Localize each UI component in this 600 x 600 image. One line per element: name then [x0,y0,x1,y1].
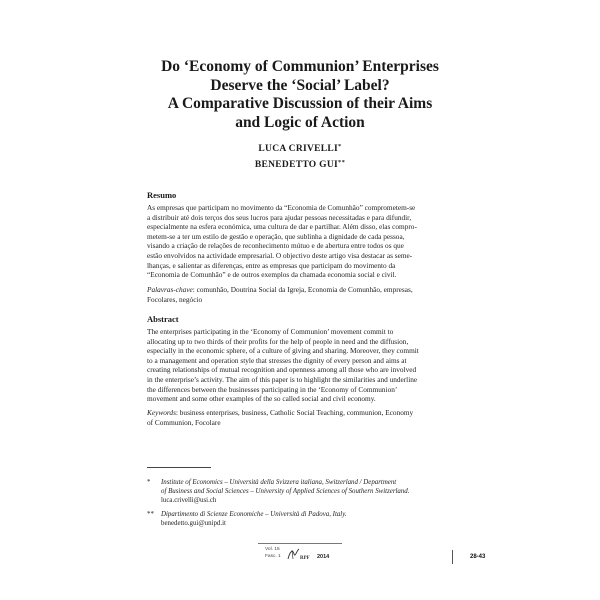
abstract-line: to a management and operation style that stresses the dignity of every person and aims at [147,355,407,365]
title-line-2: Deserve the ‘Social’ Label? [210,76,390,94]
abstract-body [147,327,452,404]
abstract-line: in the enterprise’s activity. The aim of this paper is to highlight the similarities and underline [147,374,418,384]
footnote-divider [147,467,211,468]
keywords-text: Focolares, negócio [147,294,203,304]
issue-label: Fasc. 1 [265,554,281,559]
abstract-line: creating relationships of mutual recognition and openness among all those who are involved [147,365,417,375]
author-footnote-mark: ** [338,159,346,166]
footnote-affiliation: Dipartimento di Scienze Economiche – Università di Padova, Italy. [161,511,347,518]
footnote-1 [147,478,457,505]
footer-divider [452,550,453,564]
resumo-line: lhanças, e salientar as diferenças, entre as empresas que participam do movimento da [147,260,396,270]
author-2 [100,156,500,172]
author-1 [100,140,500,156]
resumo-line: a distribuir até dois terços dos seus lucros para ajudar pessoas necessitadas e para difundir, [147,212,412,222]
footnote-2 [147,510,457,528]
abstract-keywords [147,408,452,427]
abstract-line: especially in the economic sphere, of a culture of giving and sharing. Moreover, they commit [147,346,419,356]
keywords-text: : business enterprises, business, Catholic Social Teaching, communion, Economy [175,408,414,417]
author-footnote-mark: * [338,143,342,150]
resumo-keywords [147,285,452,304]
journal-logo-text: RPF [300,556,310,561]
volume-label: Vol. 15 [265,547,280,552]
resumo-heading: Resumo [147,190,177,200]
resumo-line: visando a criação de relações de reconhecimento mútuo e de abertura entre todos os que [147,241,404,251]
footnote-mark: * [147,479,151,486]
abstract-line: The enterprises participating in the ‘Economy of Communion’ movement commit to [147,327,394,336]
title-line-1: Do ‘Economy of Communion’ Enterprises [161,58,439,75]
resumo-line: As empresas que participam no movimento da “Economia de Comunhão” comprometem-se [147,203,416,212]
abstract-line: the differences between the businesses participating in the ‘Economy of Communion’ [147,384,398,394]
page-range: 28-43 [470,554,486,560]
keywords-label: Keywords [147,408,176,417]
footer-rule [258,543,342,544]
abstract-line: allocating up to two thirds of their profits for the help of people in need and the diffusion, [147,336,409,346]
resumo-line: “Economia de Comunhão” e de outros exemplos da chamada economia social e civil. [147,270,397,280]
abstract-heading: Abstract [147,314,179,324]
keywords-text: : comunhão, Doutrina Social da Igreja, Economia de Comunhão, empresas, [192,285,413,294]
publication-year: 2014 [317,554,330,560]
resumo-line: especialmente na esfera económica, uma cultura de dar e partilhar. Além disso, elas compro- [147,222,417,232]
journal-logo [285,547,315,561]
abstract-line: movement and some other examples of the so called social and civil economy. [147,394,376,404]
author-name: BENEDETTO GUI [254,160,339,170]
footnote-affiliation: Institute of Economics – Università della Svizzera italiana, Switzerland / Department [161,479,397,486]
footnote-email: luca.crivelli@usi.ch [161,497,217,504]
footnote-email: benedetto.gui@unipd.it [161,520,226,527]
resumo-line: estão envolvidos na actividade empresarial. O objectivo deste artigo visa destacar as seme- [147,250,413,260]
author-name: LUCA CRIVELLI [258,144,339,154]
title-line-4: and Logic of Action [235,113,365,131]
paper-title [100,58,500,132]
resumo-line: metem-se a ter um estilo de gestão e operação, que sublinha a dignidade de cada pessoa, [147,231,405,241]
author-list [100,140,500,172]
footnote-affiliation: of Business and Social Sciences – University of Applied Sciences of Southern Switzerland. [161,488,410,495]
footnote-mark: ** [147,511,154,518]
keywords-label: Palavras-chave [147,285,193,294]
resumo-body [147,203,452,280]
keywords-text: of Communion, Focolare [147,417,221,427]
title-line-3: A Comparative Discussion of their Aims [167,95,433,112]
